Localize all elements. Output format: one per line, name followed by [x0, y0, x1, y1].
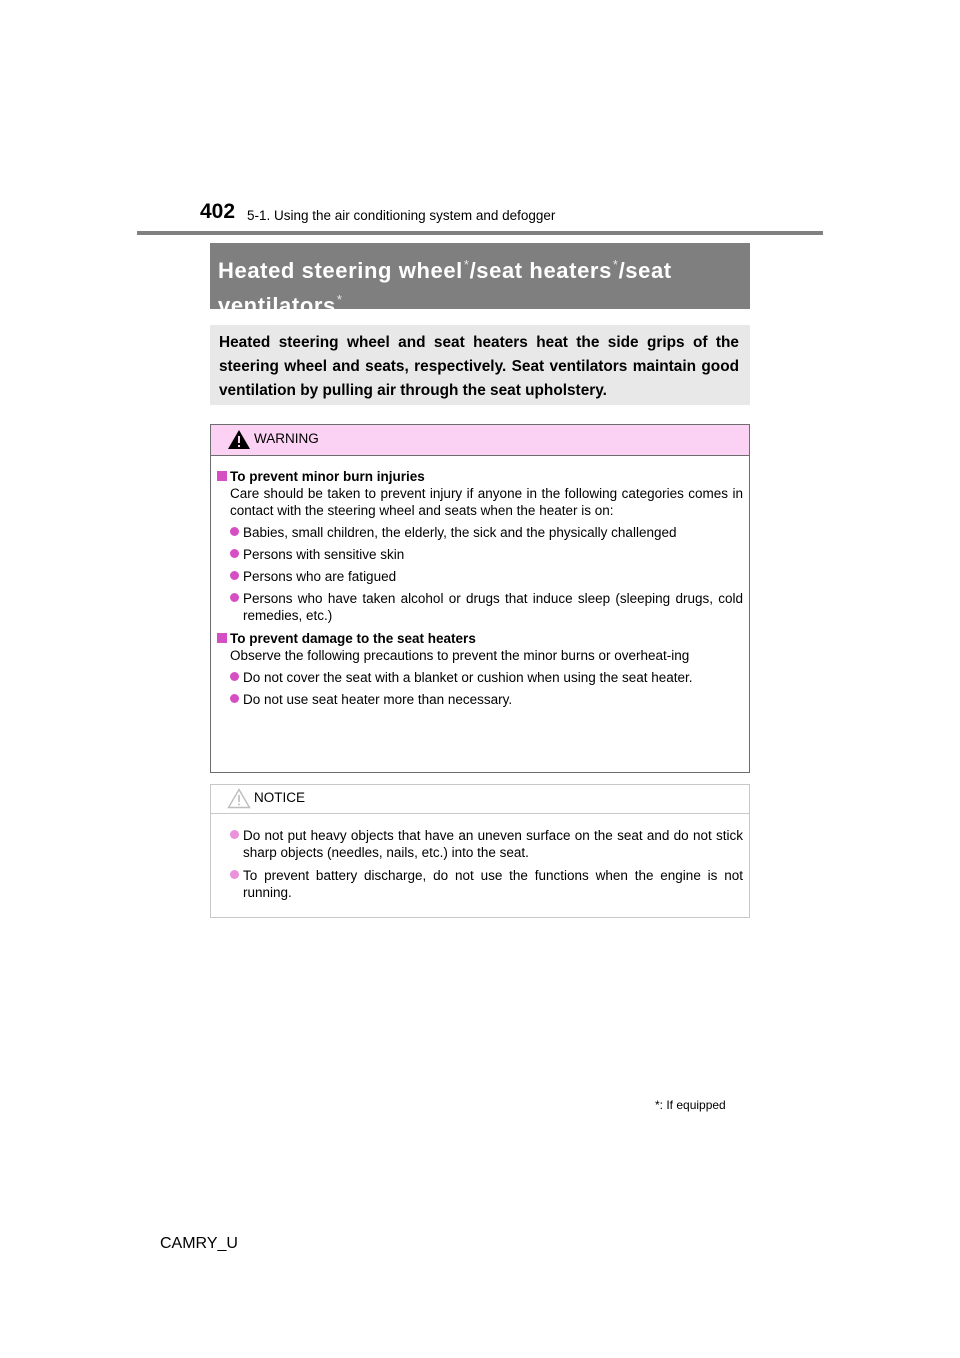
bullet-dot-icon [230, 672, 239, 681]
title-asterisk-2: * [612, 257, 619, 272]
title-part-2: /seat heaters [469, 258, 612, 283]
intro-text: Heated steering wheel and seat heaters heat the side grips of the steering wheel and seats, respectively. Seat ventilators maintain good ventilation by pulling air through the seat upholstery. [219, 334, 739, 399]
warning-content [211, 468, 749, 708]
list-item: Do not cover the seat with a blanket or cushion when using the seat heater. [217, 669, 743, 686]
warning-label: WARNING [254, 431, 319, 446]
bullet-dot-icon [230, 549, 239, 558]
notice-box [210, 784, 750, 918]
bullet-dot-icon [230, 694, 239, 703]
bullet-dot-icon [230, 830, 239, 839]
section-header: 5-1. Using the air conditioning system and defogger [247, 208, 556, 223]
square-bullet-icon [217, 471, 227, 481]
title-band [210, 243, 750, 318]
title-part-4: ventilators [218, 293, 336, 318]
warning-triangle-icon [227, 429, 251, 450]
footnote: *: If equipped [655, 1098, 726, 1112]
document-id: CAMRY_U [160, 1235, 238, 1252]
list-item: Do not put heavy objects that have an uneven surface on the seat and do not stick sharp objects (needles, nails, etc.) into the seat. [217, 827, 743, 861]
list-item: Persons with sensitive skin [217, 546, 743, 563]
bullet-dot-icon [230, 571, 239, 580]
list-item: Do not use seat heater more than necessary. [217, 691, 743, 708]
page-number: 402 [200, 200, 236, 223]
title-asterisk-3: * [336, 292, 343, 307]
bullet-dot-icon [230, 870, 239, 879]
list-item: Babies, small children, the elderly, the sick and the physically challenged [217, 524, 743, 541]
notice-triangle-icon [227, 788, 251, 809]
page-title [218, 250, 742, 320]
notice-content [211, 827, 749, 901]
warning-header [211, 425, 749, 456]
warning-box [210, 424, 750, 773]
warning-body-damage: Observe the following precautions to prevent the minor burns or overheat-ing [230, 648, 690, 663]
notice-label: NOTICE [254, 790, 306, 805]
warning-heading-burn: To prevent minor burn injuries [217, 468, 743, 485]
list-item: Persons who are fatigued [217, 568, 743, 585]
title-asterisk-1: * [463, 257, 470, 272]
header-rule [137, 231, 823, 235]
warning-heading-damage: To prevent damage to the seat heaters [217, 630, 743, 647]
list-item: To prevent battery discharge, do not use the functions when the engine is not running. [217, 867, 743, 901]
list-item: Persons who have taken alcohol or drugs that induce sleep (sleeping drugs, cold remedies, etc.) [217, 590, 743, 624]
notice-header [211, 785, 749, 814]
title-part-3: /seat [618, 258, 672, 283]
title-part-1: Heated steering wheel [218, 258, 463, 283]
warning-body-burn: Care should be taken to prevent injury if anyone in the following categories comes in contact with the steering wheel and seats when the heater is on: [230, 486, 743, 518]
bullet-dot-icon [230, 593, 239, 602]
intro-box [210, 325, 750, 405]
bullet-dot-icon [230, 527, 239, 536]
square-bullet-icon [217, 633, 227, 643]
